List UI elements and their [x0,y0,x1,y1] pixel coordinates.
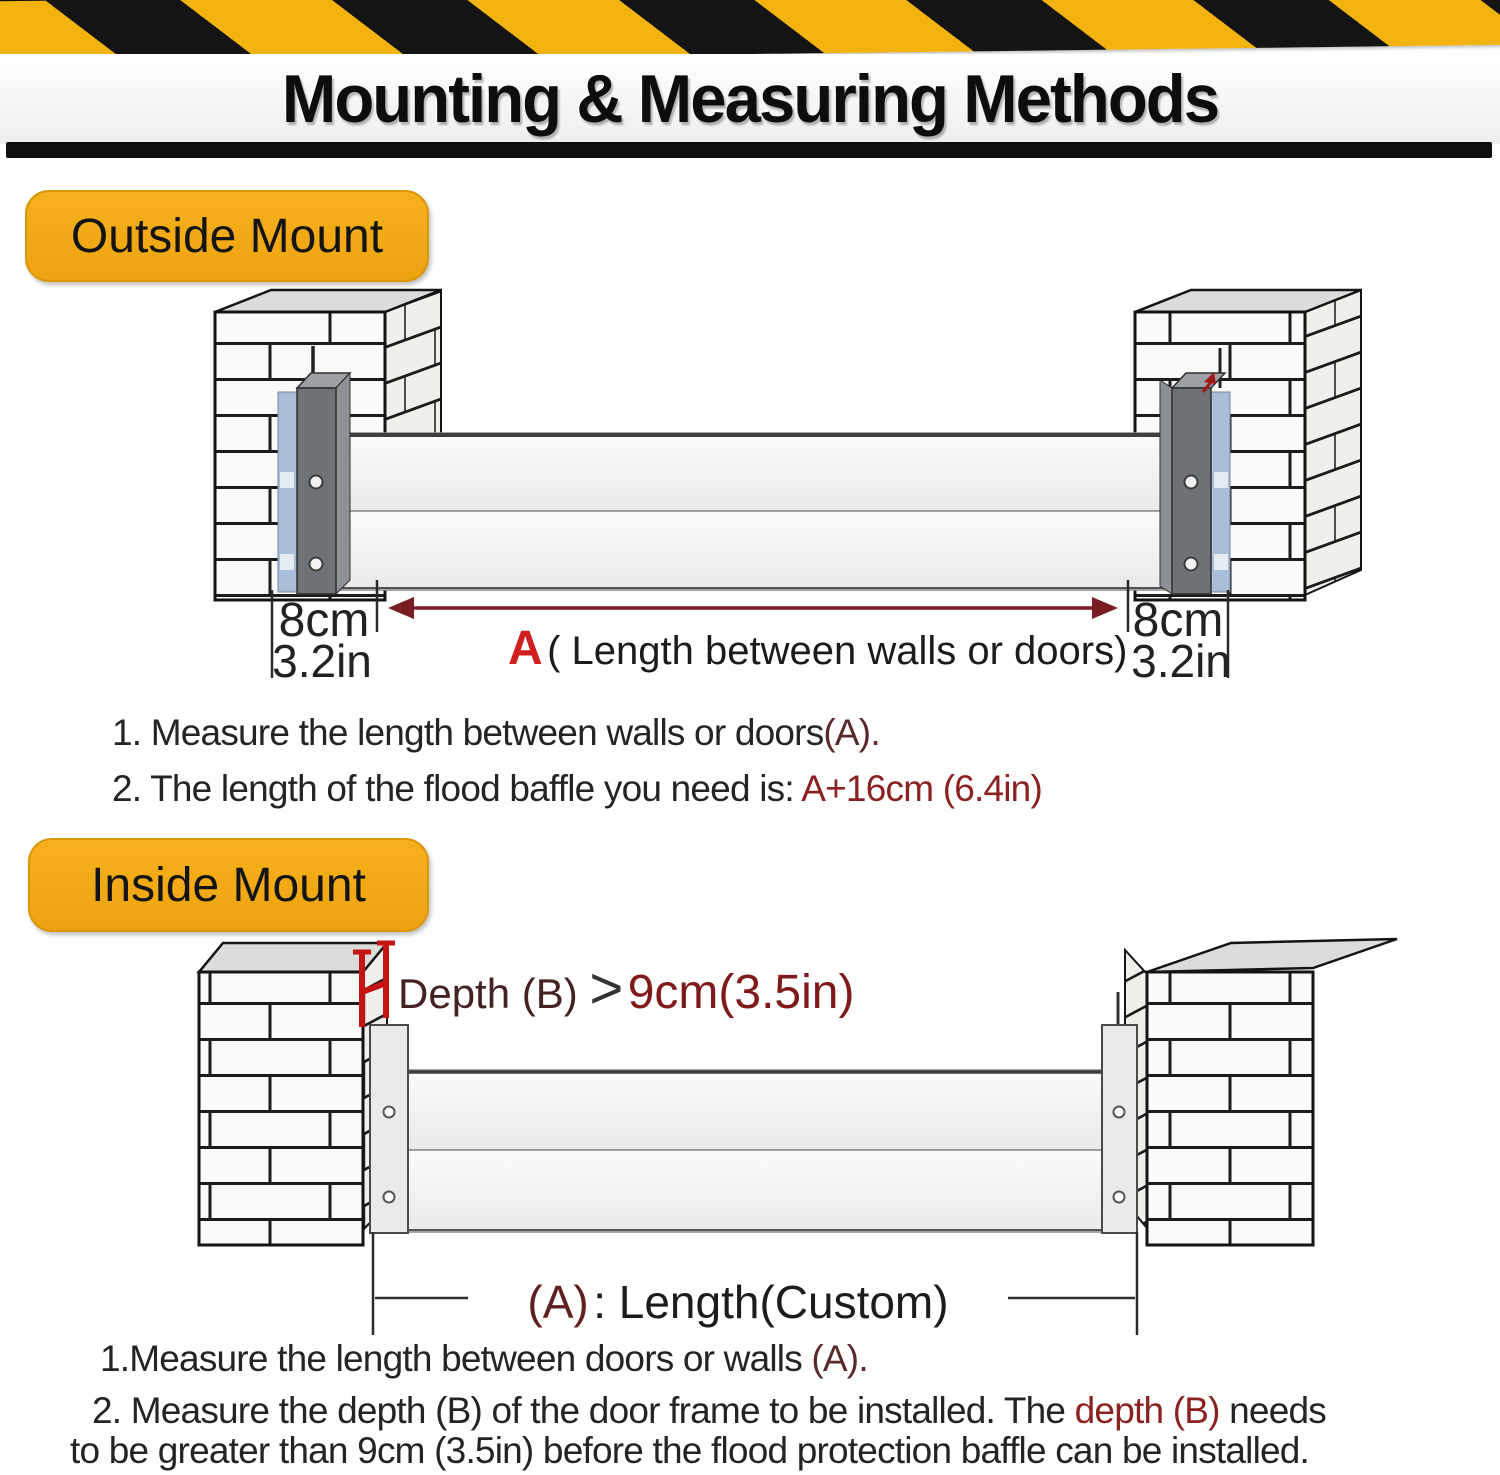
flood-barrier-panels [332,433,1176,590]
screw-hole [384,1107,395,1118]
inside-step-2: 2. Measure the depth (B) of the door frame to be installed. The depth (B) needs [92,1390,1326,1431]
inside-right-brick-pillar [1125,939,1397,1245]
inside-mount-diagram [0,930,1500,1350]
inside-mount-badge-label: Inside Mount [91,858,366,912]
right-side-rail [1102,992,1137,1233]
inside-mount-badge [28,838,429,932]
outside-width-dimension [272,580,1231,687]
inside-length-dimension [373,1232,1137,1335]
depth-label: Depth (B) > 9cm(3.5in) [398,956,855,1021]
screw-hole [1185,558,1198,571]
outside-step-2: 2. The length of the flood baffle you need is: A+16cm (6.4in) [112,768,1042,809]
inside-left-brick-pillar [199,943,387,1245]
left-gap-cm-label: 8cm [278,594,370,647]
outside-mount-badge-label: Outside Mount [70,209,384,263]
screw-hole [1114,1192,1125,1203]
left-side-rail [370,1025,408,1233]
span-letter-a: A [508,622,543,675]
outside-mount-diagram [0,270,1500,700]
screw-hole [1185,476,1198,489]
screw-hole [310,558,323,571]
inside-step-2-line2: to be greater than 9cm (3.5in) before the flood protection baffle can be installed. [70,1430,1310,1471]
screw-hole [310,476,323,489]
right-gap-cm-label: 8cm [1132,594,1224,647]
left-gap-in-label: 3.2in [272,635,372,687]
outside-mount-badge [25,190,429,282]
page-title: Mounting & Measuring Methods [281,61,1219,137]
inside-flood-barrier-panels [408,1070,1102,1232]
header-divider-bar [6,142,1492,158]
span-label: A ( Length between walls or doors) [508,622,1128,675]
screw-hole [1114,1107,1125,1118]
length-custom-label: (A) : Length(Custom) [527,1276,949,1328]
outside-step-1: 1. Measure the length between walls or doors(A). [112,712,880,753]
inside-step-1: 1.Measure the length between doors or walls (A). [100,1338,868,1379]
right-gap-in-label: 3.2in [1131,635,1231,687]
screw-hole [384,1192,395,1203]
